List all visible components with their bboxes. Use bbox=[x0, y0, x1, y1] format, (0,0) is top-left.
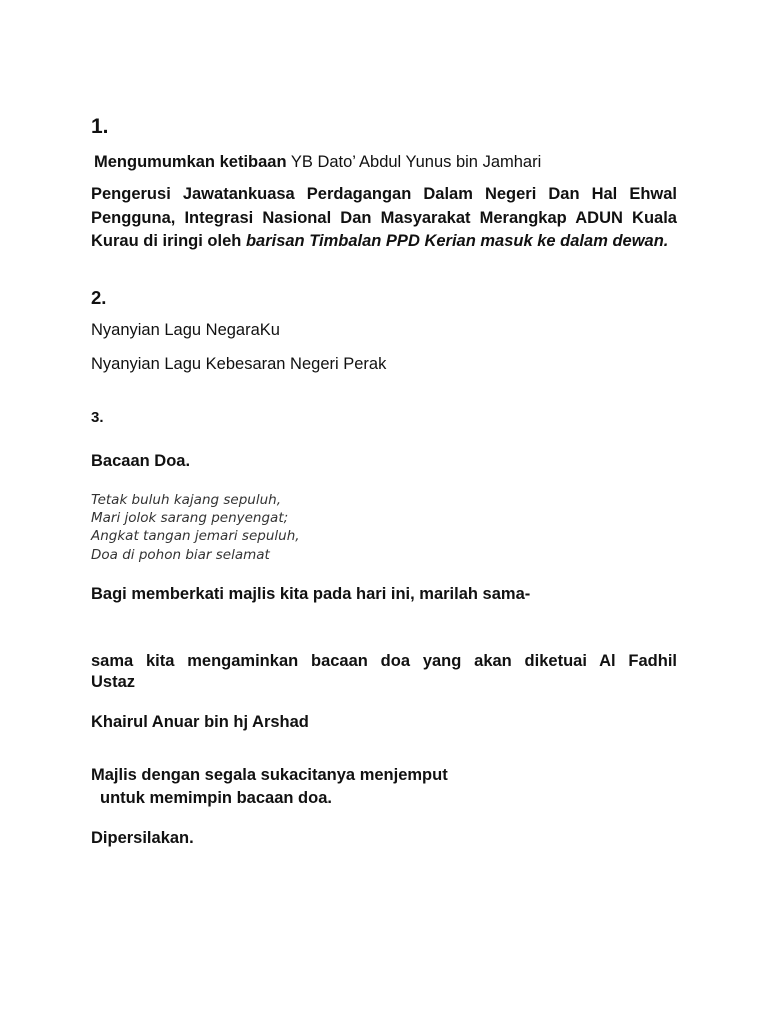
vip-name: YB Dato’ Abdul Yunus bin Jamhari bbox=[290, 153, 542, 171]
vip-title-paragraph bbox=[91, 183, 677, 254]
pantun-line: Mari jolok sarang penyengat; bbox=[91, 510, 289, 527]
announcement-verb: Mengumumkan ketibaan bbox=[94, 153, 287, 171]
prayer-leader-line-2: Ustaz bbox=[91, 673, 136, 691]
entourage-text: barisan Timbalan PPD Kerian masuk ke dalam dewan. bbox=[245, 232, 669, 250]
section-1-number: 1. bbox=[91, 115, 109, 138]
section-3-number: 3. bbox=[91, 409, 104, 426]
invitation-line-2: untuk memimpin bacaan doa. bbox=[100, 789, 332, 807]
blessing-line: Bagi memberkati majlis kita pada hari ini, marilah sama- bbox=[91, 585, 531, 603]
prayer-heading: Bacaan Doa. bbox=[91, 452, 191, 470]
closing-line: Dipersilakan. bbox=[91, 829, 194, 847]
vip-title-text: Pengerusi Jawatankuasa Perdagangan Dalam Negeri Dan Hal Ehwal Pengguna, Integrasi Nasional Dan Masyarakat Merangkap ADUN Kuala Kurau di iringi oleh bbox=[91, 185, 677, 250]
prayer-leader-line-1: sama kita mengaminkan bacaan doa yang akan diketuai Al Fadhil bbox=[91, 652, 677, 670]
anthem-line: Nyanyian Lagu NegaraKu bbox=[91, 321, 280, 339]
prayer-leader-paragraph bbox=[91, 651, 677, 693]
prayer-leader-name: Khairul Anuar bin hj Arshad bbox=[91, 713, 309, 731]
section-2-number: 2. bbox=[91, 287, 107, 308]
announcement-line bbox=[94, 153, 541, 172]
invitation-line-1: Majlis dengan segala sukacitanya menjemput bbox=[91, 766, 448, 784]
pantun-line: Tetak buluh kajang sepuluh, bbox=[91, 492, 281, 508]
pantun-verse bbox=[91, 491, 300, 564]
state-anthem-line: Nyanyian Lagu Kebesaran Negeri Perak bbox=[91, 355, 387, 373]
pantun-line: Angkat tangan jemari sepuluh, bbox=[91, 528, 300, 545]
pantun-line: Doa di pohon biar selamat bbox=[91, 546, 270, 563]
